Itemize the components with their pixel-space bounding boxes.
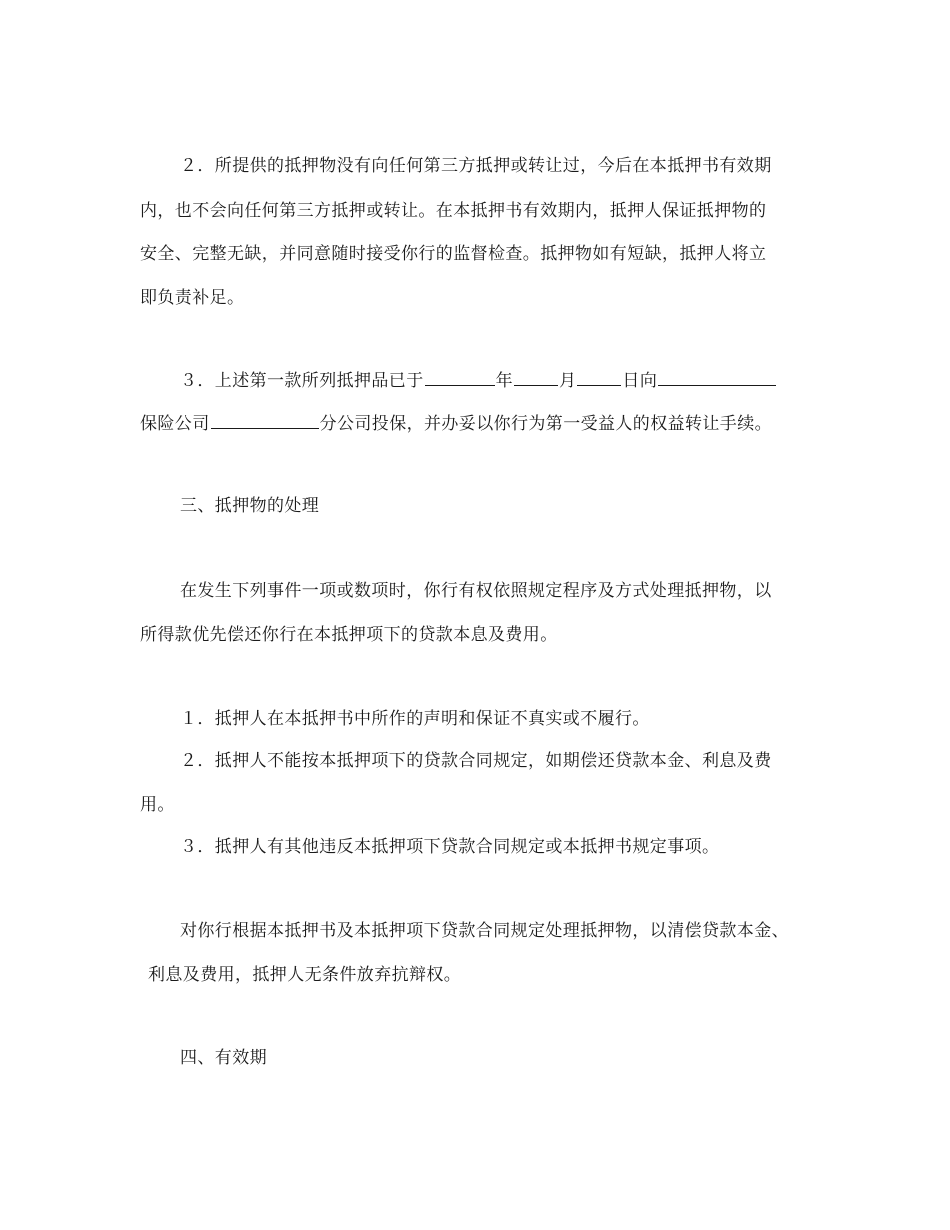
section-3-heading: 三、抵押物的处理 (180, 496, 320, 516)
clause-2-line-4: 即负责补足。 (140, 288, 245, 308)
insurer-label: 保险公司 (140, 414, 210, 434)
section-3-item-1: １．抵押人在本抵押书中所作的声明和保证不真实或不履行。 (180, 709, 650, 729)
branch-name-blank[interactable] (211, 412, 319, 429)
day-blank[interactable] (577, 369, 621, 386)
year-blank[interactable] (425, 369, 495, 386)
clause-2-line-3: 安全、完整无缺，并同意随时接受你行的监督检查。抵押物如有短缺，抵押人将立 (140, 244, 767, 264)
section-3-intro-line-1: 在发生下列事件一项或数项时，你行有权依照规定程序及方式处理抵押物，以 (180, 581, 772, 601)
section-3-item-2-line-2: 用。 (140, 795, 175, 815)
month-blank[interactable] (514, 369, 558, 386)
clause-3-prefix: ３．上述第一款所列抵押品已于 (180, 371, 424, 391)
year-label: 年 (495, 371, 514, 391)
clause-3-suffix: 分公司投保，并办妥以你行为第一受益人的权益转让手续。 (319, 414, 773, 434)
section-3-item-2-line-1: ２．抵押人不能按本抵押项下的贷款合同规定，如期偿还贷款本金、利息及费 (180, 751, 772, 771)
clause-2-line-2: 内，也不会向任何第三方抵押或转让。在本抵押书有效期内，抵押人保证抵押物的 (140, 201, 767, 221)
section-4-heading: 四、有效期 (180, 1048, 267, 1068)
insurer-name-blank[interactable] (658, 369, 776, 386)
clause-2-line-1: ２．所提供的抵押物没有向任何第三方抵押或转让过，今后在本抵押书有效期 (180, 156, 772, 176)
clause-3-line-1 (180, 369, 777, 392)
section-3-item-3: ３．抵押人有其他违反本抵押项下贷款合同规定或本抵押书规定事项。 (180, 837, 720, 857)
waiver-line-1: 对你行根据本抵押书及本抵押项下贷款合同规定处理抵押物，以清偿贷款本金、 (180, 921, 789, 941)
month-label: 月 (559, 371, 577, 391)
clause-3-line-2 (140, 412, 772, 435)
waiver-line-2: 利息及费用，抵押人无条件放弃抗辩权。 (148, 965, 462, 985)
section-3-intro-line-2: 所得款优先偿还你行在本抵押项下的贷款本息及费用。 (140, 625, 558, 645)
day-to-label: 日向 (622, 371, 658, 391)
